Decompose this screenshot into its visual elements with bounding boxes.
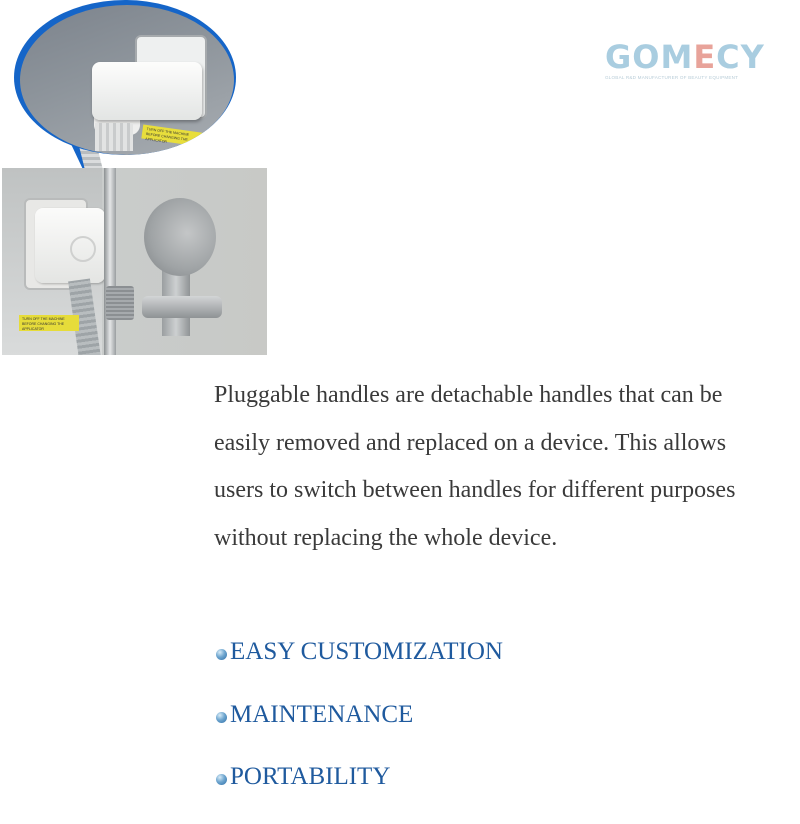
plug-logo-icon bbox=[70, 236, 96, 262]
bullet-icon bbox=[216, 712, 227, 723]
warning-label: TURN OFF THE MACHINE BEFORE CHANGING THE APPLICATOR bbox=[19, 315, 79, 331]
feature-item bbox=[216, 636, 503, 699]
handle-plug bbox=[92, 62, 202, 120]
holder-pole bbox=[104, 168, 116, 355]
callout-zoom-image bbox=[14, 0, 236, 155]
description-line: easily removed and replaced on a device. This allows bbox=[214, 429, 727, 456]
brand-logo bbox=[605, 40, 765, 80]
description-line: Pluggable handles are detachable handles that can be bbox=[214, 382, 723, 408]
brand-name: GOMECY bbox=[605, 38, 765, 76]
handpiece-head bbox=[144, 198, 216, 276]
feature-label: PORTABILITY bbox=[230, 763, 391, 790]
feature-item bbox=[216, 761, 503, 824]
callout-photo bbox=[20, 5, 234, 155]
feature-item bbox=[216, 699, 503, 762]
bullet-icon bbox=[216, 774, 227, 785]
feature-list bbox=[216, 636, 503, 824]
handpiece-clamp bbox=[142, 296, 222, 318]
warning-label: TURN OFF THE MACHINE BEFORE CHANGING THE APPLICATOR bbox=[141, 124, 208, 147]
product-photo bbox=[2, 168, 267, 355]
description-line: users to switch between handles for different purposes bbox=[214, 477, 736, 503]
bullet-icon bbox=[216, 649, 227, 660]
description-paragraph bbox=[214, 372, 800, 562]
feature-label: MAINTENANCE bbox=[230, 700, 414, 728]
pole-knob bbox=[106, 286, 134, 320]
description-line: without replacing the whole device. bbox=[214, 524, 558, 551]
feature-label: EASY CUSTOMIZATION bbox=[230, 638, 503, 665]
brand-tagline: GLOBAL R&D MANUFACTURER OF BEAUTY EQUIPMENT bbox=[605, 75, 739, 80]
hose-collar bbox=[95, 123, 133, 151]
